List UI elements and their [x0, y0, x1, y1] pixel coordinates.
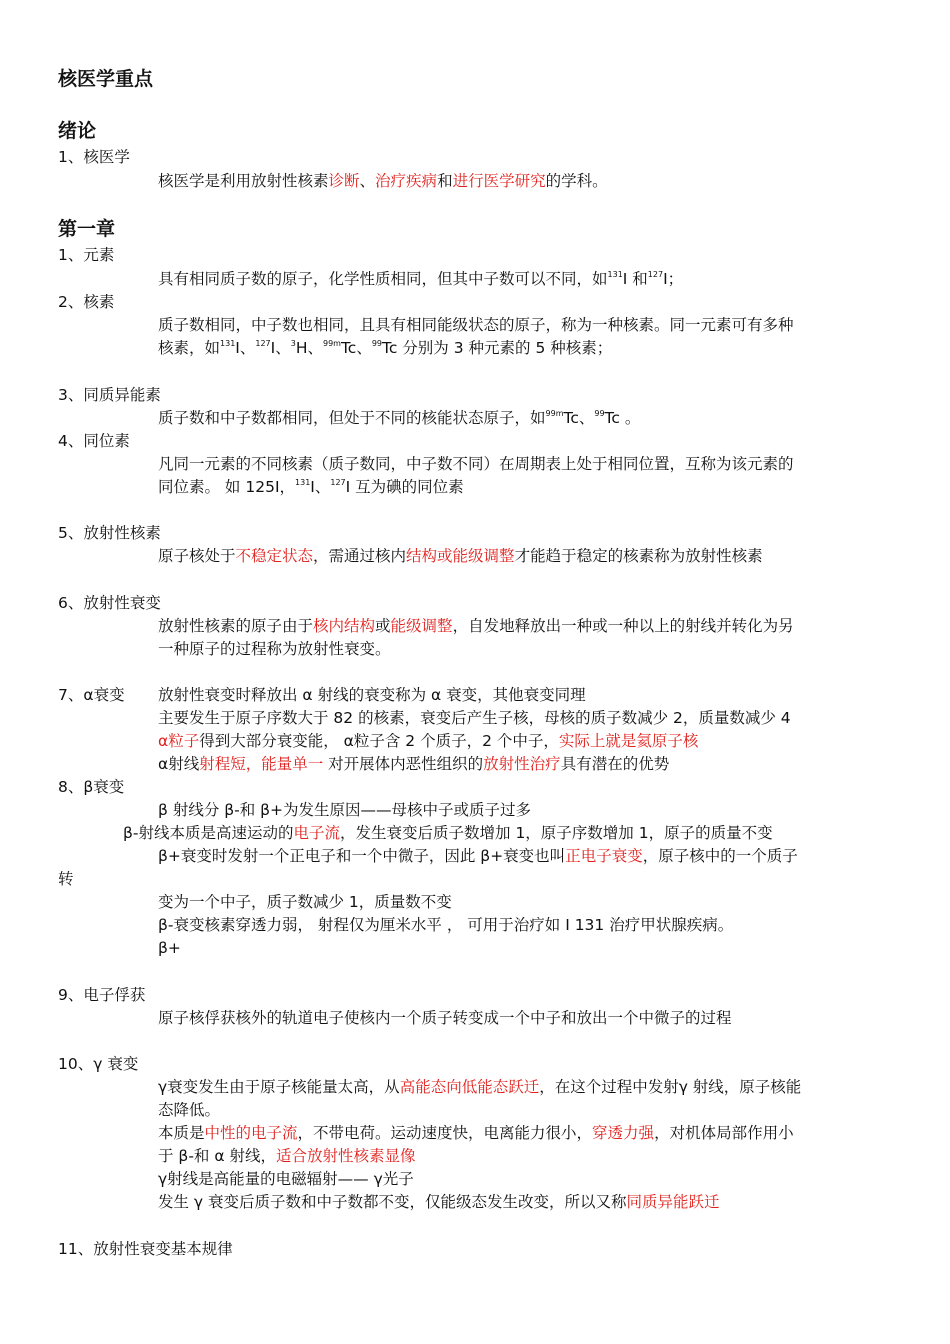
- item-label-radionuclide: 5、放射性核素: [58, 524, 161, 542]
- beta-line5: β-衰变核素穿透力弱， 射程仅为厘米水平 ， 可用于治疗如 I 131 治疗甲状腺疾病。: [158, 916, 734, 934]
- item-label-radioactive-decay: 6、放射性衰变: [58, 594, 161, 612]
- beta-line2: β-射线本质是高速运动的电子流，发生衰变后质子数增加 1，原子序数增加 1，原子的质量不变: [123, 824, 773, 842]
- page-title: 核医学重点: [58, 68, 154, 90]
- section-heading-chapter1: 第一章: [58, 218, 116, 240]
- item-label-isomer: 3、同质异能素: [58, 386, 161, 404]
- item-label-decay-law: 11、放射性衰变基本规律: [58, 1240, 233, 1258]
- definition-radionuclide: 原子核处于不稳定状态，需通过核内结构或能级调整才能趋于稳定的核素称为放射性核素: [158, 547, 763, 565]
- definition-decay-line1: 放射性核素的原子由于核内结构或能级调整，自发地释放出一种或一种以上的射线并转化为另: [158, 617, 794, 635]
- alpha-line2: 主要发生于原子序数大于 82 的核素，衰变后产生子核，母核的质子数减少 2，质量数减少 4: [158, 709, 791, 727]
- gamma-line1: γ衰变发生由于原子核能量太高，从高能态向低能态跃迁，在这个过程中发射γ 射线，原子核能: [158, 1078, 802, 1096]
- definition-element: 具有相同质子数的原子，化学性质相同，但其中子数可以不同，如$^{131}$I 和$^{127}$I；: [158, 270, 684, 288]
- gamma-line4: 于 β-和 α 射线，适合放射性核素显像: [158, 1147, 416, 1165]
- item-label-alpha-decay: 7、α衰变: [58, 686, 125, 704]
- gamma-line2: 态降低。: [158, 1101, 221, 1119]
- alpha-line4: α射线射程短，能量单一 对开展体内恶性组织的放射性治疗具有潜在的优势: [158, 755, 670, 773]
- item-label-electron-capture: 9、电子俘获: [58, 986, 146, 1004]
- item-label-element: 1、元素: [58, 246, 115, 264]
- beta-line1: β 射线分 β-和 β+为发生原因——母核中子或质子过多: [158, 801, 532, 819]
- item-label-nuclide: 2、核素: [58, 293, 115, 311]
- gamma-line5: γ射线是高能量的电磁辐射—— γ光子: [158, 1170, 414, 1188]
- definition-nuclide-line1: 质子数相同，中子数也相同，且具有相同能级状态的原子，称为一种核素。同一元素可有多种: [158, 316, 794, 334]
- definition-electron-capture: 原子核俘获核外的轨道电子使核内一个质子转变成一个中子和放出一个中微子的过程: [158, 1009, 732, 1027]
- item-label-nuclear-medicine: 1、核医学: [58, 148, 130, 166]
- definition-isotope-line2: 同位素。 如 125I，$^{131}$I、$^{127}$I 互为碘的同位素: [158, 478, 464, 496]
- definition-decay-line2: 一种原子的过程称为放射性衰变。: [158, 640, 391, 658]
- beta-line3: β+衰变时发射一个正电子和一个中微子，因此 β+衰变也叫正电子衰变，原子核中的一个质子: [158, 847, 798, 865]
- definition-nuclide-line2: 核素，如$^{131}$I、$^{127}$I、$^3$H、$^{99m}$Tc、$^{99}$Tc 分别为 3 种元素的 5 种核素；: [158, 339, 613, 357]
- definition-isotope-line1: 凡同一元素的不同核素（质子数同，中子数不同）在周期表上处于相同位置，互称为该元素的: [158, 455, 794, 473]
- beta-line4: 变为一个中子，质子数减少 1，质量数不变: [158, 893, 452, 911]
- gamma-line6: 发生 γ 衰变后质子数和中子数都不变，仅能级态发生改变，所以又称同质异能跃迁: [158, 1193, 720, 1211]
- alpha-line3: α粒子得到大部分衰变能， α粒子含 2 个质子，2 个中子，实际上就是氦原子核: [158, 732, 699, 750]
- section-heading-intro: 绪论: [58, 120, 97, 142]
- item-label-gamma-decay: 10、γ 衰变: [58, 1055, 139, 1073]
- definition-nuclear-medicine: 核医学是利用放射性核素诊断、治疗疾病和进行医学研究的学科。: [158, 172, 608, 190]
- item-label-beta-decay: 8、β衰变: [58, 778, 125, 796]
- alpha-line1: 放射性衰变时释放出 α 射线的衰变称为 α 衰变，其他衰变同理: [158, 686, 586, 704]
- item-label-isotope: 4、同位素: [58, 432, 130, 450]
- definition-isomer: 质子数和中子数都相同，但处于不同的核能状态原子，如$^{99m}$Tc、$^{99}$Tc 。: [158, 409, 641, 427]
- beta-line3-wrap: 转: [58, 870, 74, 888]
- beta-line6: β+: [158, 939, 181, 957]
- gamma-line3: 本质是中性的电子流，不带电荷。运动速度快，电离能力很小，穿透力强，对机体局部作用小: [158, 1124, 794, 1142]
